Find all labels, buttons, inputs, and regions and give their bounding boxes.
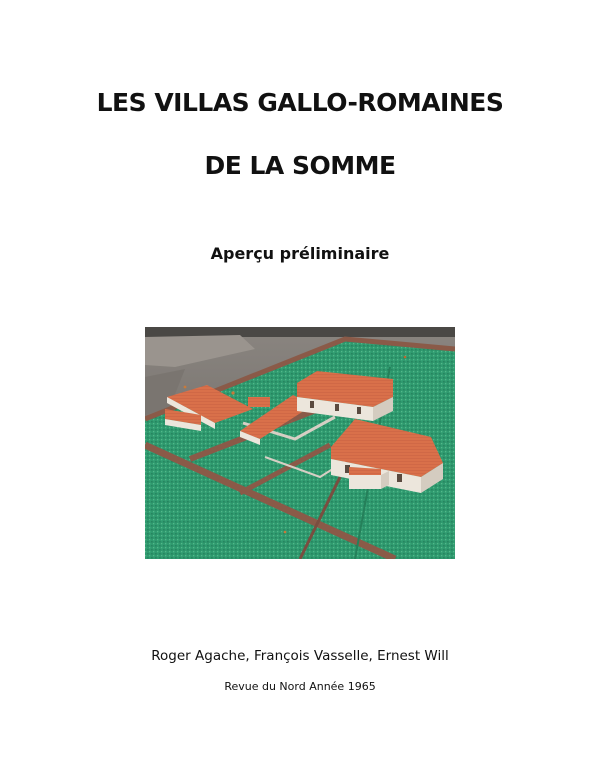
authors: Roger Agache, François Vasselle, Ernest Will	[151, 648, 449, 664]
title-line-1: LES VILLAS GALLO-ROMAINES	[96, 88, 504, 117]
subtitle: Aperçu préliminaire	[210, 244, 390, 263]
publication-info: Revue du Nord Année 1965	[224, 680, 376, 693]
title-line-2: DE LA SOMME	[204, 151, 396, 180]
cover-photo	[145, 327, 455, 559]
